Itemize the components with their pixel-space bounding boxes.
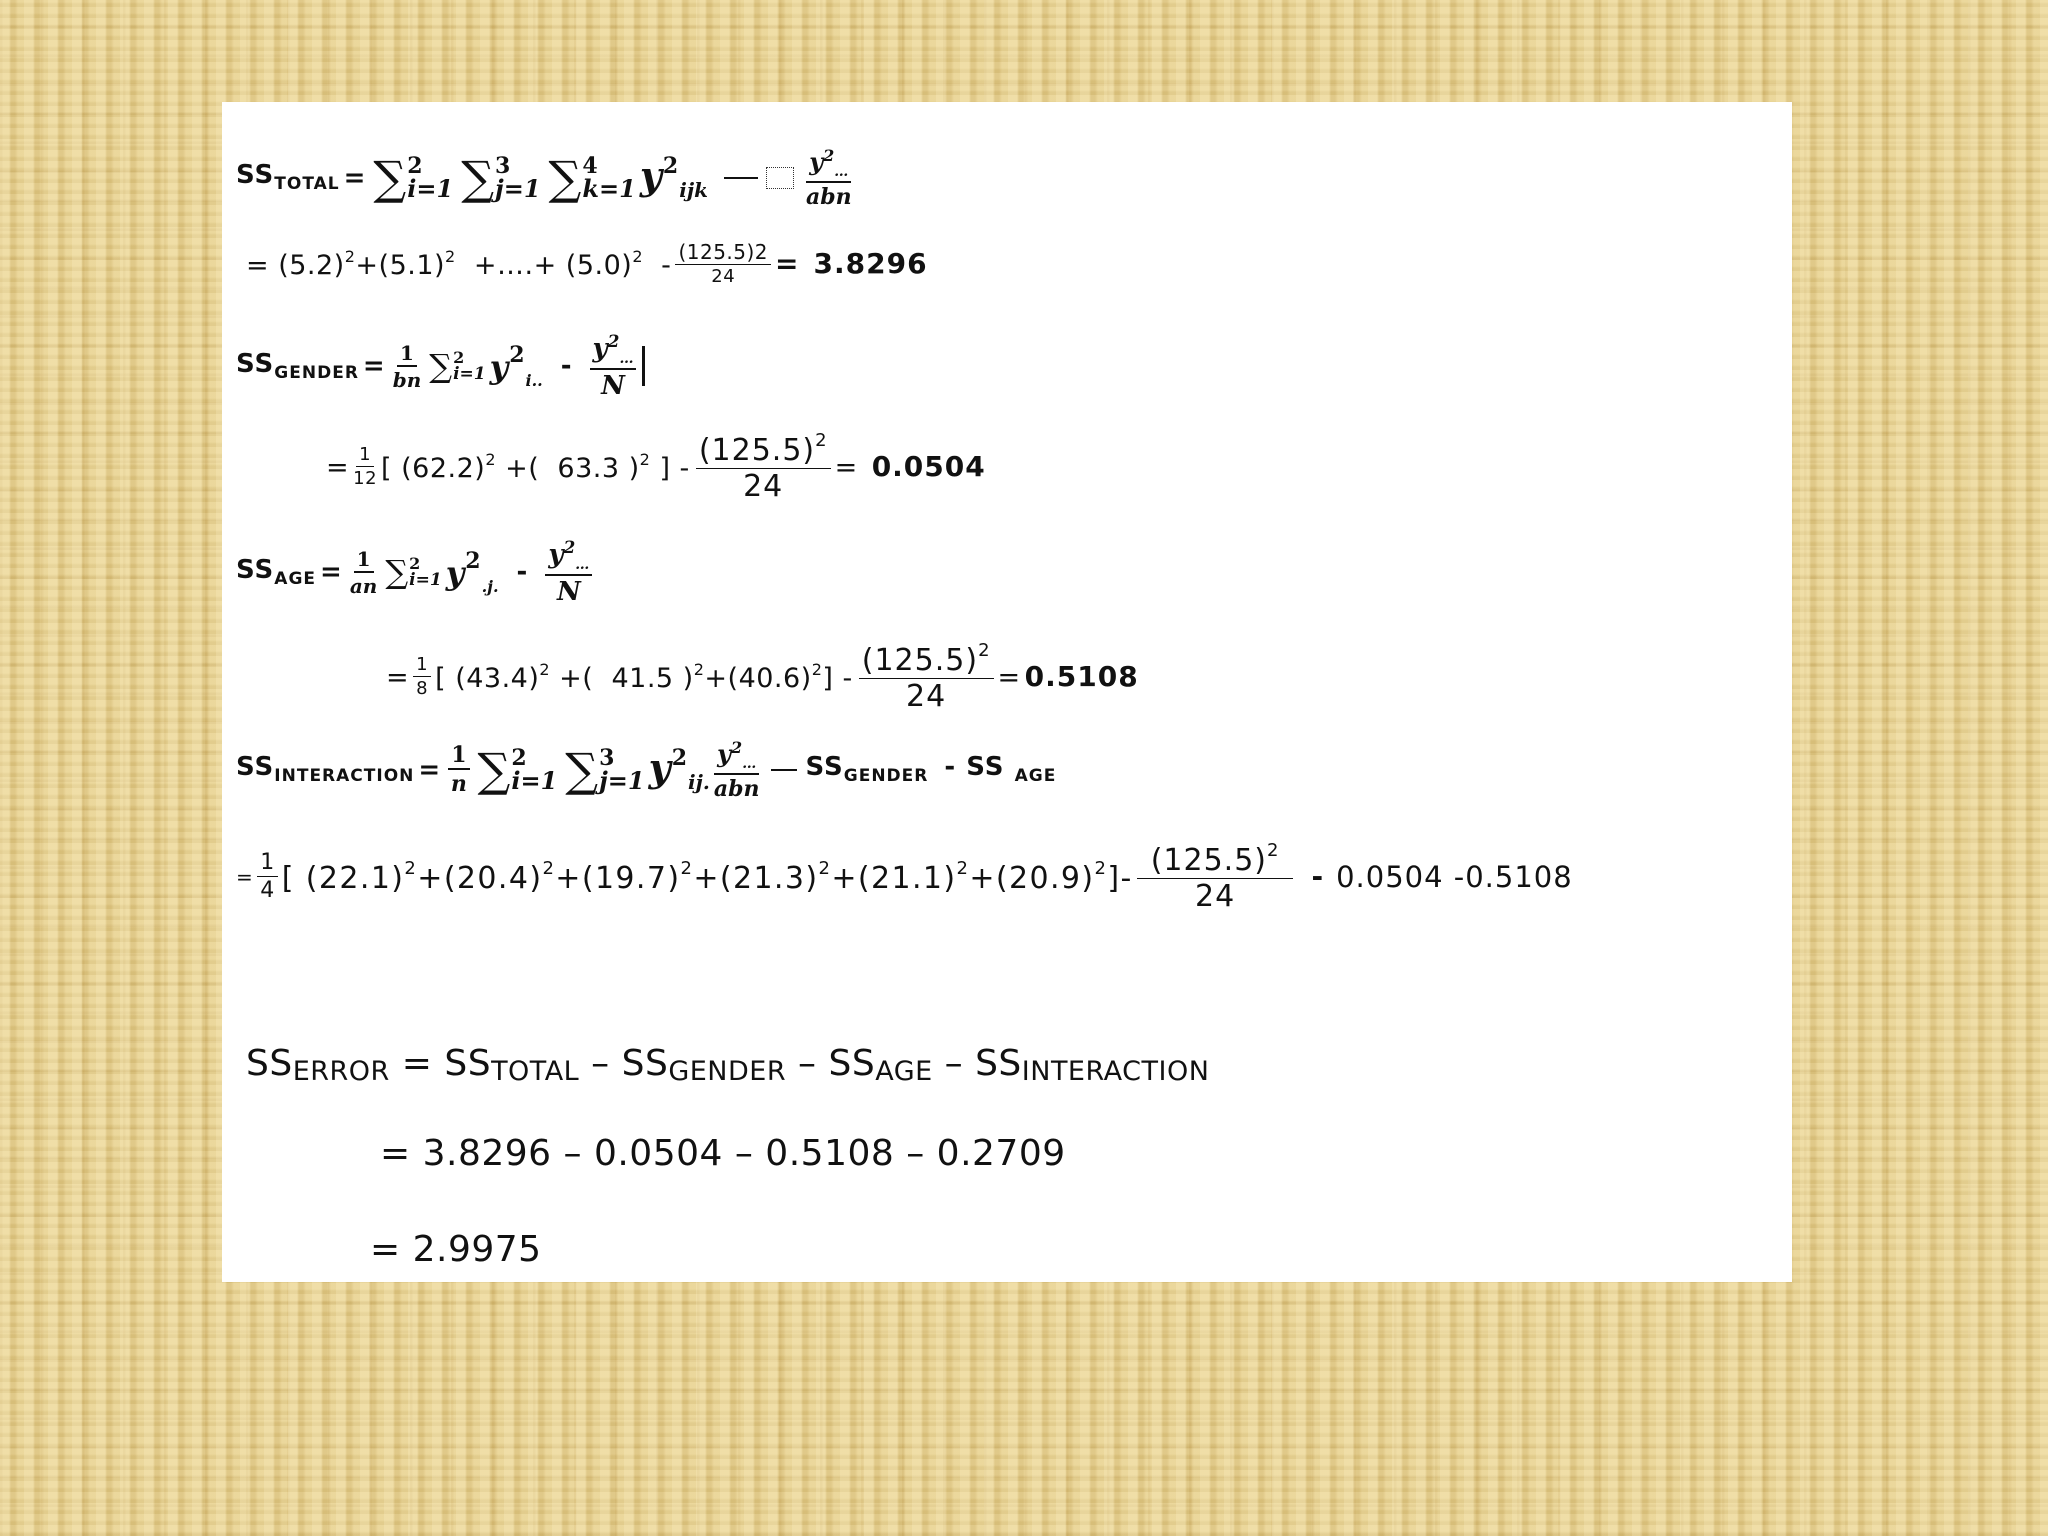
correction-fraction: $y^2_\dots$ abn <box>713 738 760 802</box>
sum-i: ∑ 2 i=1 <box>429 347 486 386</box>
minus-sign <box>771 769 797 771</box>
calc-terms: [ $(62.2)^2$ +( 63.3 )$^2$ ] - <box>381 450 690 484</box>
calc-fraction: $\frac{(125.5)^2}{24}$ <box>859 642 994 712</box>
ss-age-ref: - SS $_{AGE}$ <box>944 752 1057 787</box>
ss-gender-label: $SS_{GENDER}$ <box>236 348 359 383</box>
coef-fraction: $\frac{1}{12}$ <box>353 444 378 489</box>
ss-total-formula: $SS_{TOTAL}$ = ∑ 2 i=1 ∑ 3 j=1 ∑ 4 k=1 $y^2_{ijk}$ $y^2_\dots$ abn <box>236 146 852 210</box>
ss-error-result: = 2.9975 <box>370 1229 542 1270</box>
y-ij-squared: $y^2_{ij.}$ <box>648 745 710 795</box>
ss-interaction-calculation: = $\frac{1}{4}$ [ $(22.1)^2+(20.4)^2+(19.7)^2+(21.3)^2+(21.1)^2+(20.9)^2]-$ $(125.5)^2$ 24 - 0.0504 -0.5108 <box>236 840 1573 914</box>
ss-age-formula: $SS_{AGE}$ = $\frac{1}{an}$ ∑ 2 i=1 $y^2_{.j.}$ - $y^2_\dots$ N <box>236 540 596 605</box>
calc-fraction: $(125.5)^2$ 24 <box>1137 842 1294 912</box>
coef-fraction: $\frac{1}{4}$ <box>257 852 278 902</box>
sum-k: ∑ 4 k=1 <box>548 150 636 205</box>
calc-terms: = $(5.2)^2+(5.1)^2$ +….+ $(5.0)^2$ - <box>246 247 672 281</box>
y-j-squared: $y^2_{.j.}$ <box>445 547 499 596</box>
minus-sign <box>724 177 758 179</box>
calc-fraction: $\frac{(125.5)^2}{24}$ <box>696 432 831 502</box>
calc-terms: [ $(22.1)^2+(20.4)^2+(19.7)^2+(21.3)^2+(21.1)^2+(20.9)^2]-$ <box>281 858 1133 896</box>
sum-j: ∑ 3 j=1 <box>565 742 645 797</box>
ss-error-calculation: = 3.8296 – 0.0504 – 0.5108 – 0.2709 <box>380 1133 1066 1174</box>
ss-age-calculation: = $\frac{1}{8}$ [ $(43.4)^2$ +( 41.5 )$^2+(40.6)^2$] - $\frac{(125.5)^2}{24}$ = 0.5108 <box>386 640 1139 714</box>
ss-total-result: 3.8296 <box>813 247 928 280</box>
y-i-squared: $y^2_{i..}$ <box>489 341 543 390</box>
ss-total-label: $SS_{TOTAL}$ <box>236 160 340 195</box>
placeholder-box <box>766 167 794 189</box>
formula-slide <box>222 102 1792 1282</box>
sum-i: ∑ 2 i=1 <box>477 742 558 797</box>
ss-gender-result: 0.0504 <box>871 450 986 483</box>
correction-fraction: $y^2_\dots$ abn <box>805 146 852 210</box>
y-ijk-squared: $y^2_{ijk}$ <box>639 153 708 203</box>
coef-fraction: $\frac{1}{8}$ <box>413 656 431 698</box>
ss-age-label: $SS_{AGE}$ <box>236 554 317 589</box>
ss-gender-formula: $SS_{GENDER}$ = $\frac{1}{bn}$ ∑ 2 i=1 $y^2_{i..}$ - $y^2_\dots$ N <box>236 334 645 399</box>
sum-i: ∑ 2 i=1 <box>373 150 454 205</box>
ss-age-result: 0.5108 <box>1024 660 1139 693</box>
coef-fraction: $\frac{1}{bn}$ <box>392 340 422 392</box>
ss-interaction-formula: $SS_{INTERACTION}$ = $\frac{1}{n}$ ∑ 2 i=1 ∑ 3 j=1 $y^2_{ij.}$ $y^2_\dots$ abn $SS_{GENDER}$ - SS $_{AGE}$ <box>236 738 1057 802</box>
ss-interaction-label: $SS_{INTERACTION}$ <box>236 752 415 787</box>
sum-j: ∑ 3 j=1 <box>461 150 541 205</box>
ss-gender-calculation: = $\frac{1}{12}$ [ $(62.2)^2$ +( 63.3 )$^2$ ] - $\frac{(125.5)^2}{24}$ = 0.0504 <box>326 430 986 504</box>
correction-fraction: $y^2_\dots$ N <box>545 540 592 605</box>
calc-fraction: $\frac{(125.5)2}{24}$ <box>675 242 771 286</box>
calc-tail: 0.0504 -0.5108 <box>1336 859 1573 894</box>
calc-terms: [ $(43.4)^2$ +( 41.5 )$^2+(40.6)^2$] - <box>435 660 853 694</box>
sum-i: ∑ 2 i=1 <box>385 553 442 592</box>
text-cursor <box>642 346 645 386</box>
correction-fraction: $y^2_\dots$ N <box>590 334 637 399</box>
ss-gender-ref: $SS_{GENDER}$ <box>805 752 929 787</box>
ss-error-formula: SSERROR = SSTOTAL – SSGENDER – SSAGE – SSINTERACTION <box>246 1043 1210 1087</box>
coef-fraction: $\frac{1}{n}$ <box>448 744 469 795</box>
ss-total-calculation: = $(5.2)^2+(5.1)^2$ +….+ $(5.0)^2$ - $\frac{(125.5)2}{24}$ = 3.8296 <box>246 240 928 287</box>
coef-fraction: $\frac{1}{an}$ <box>349 546 378 598</box>
